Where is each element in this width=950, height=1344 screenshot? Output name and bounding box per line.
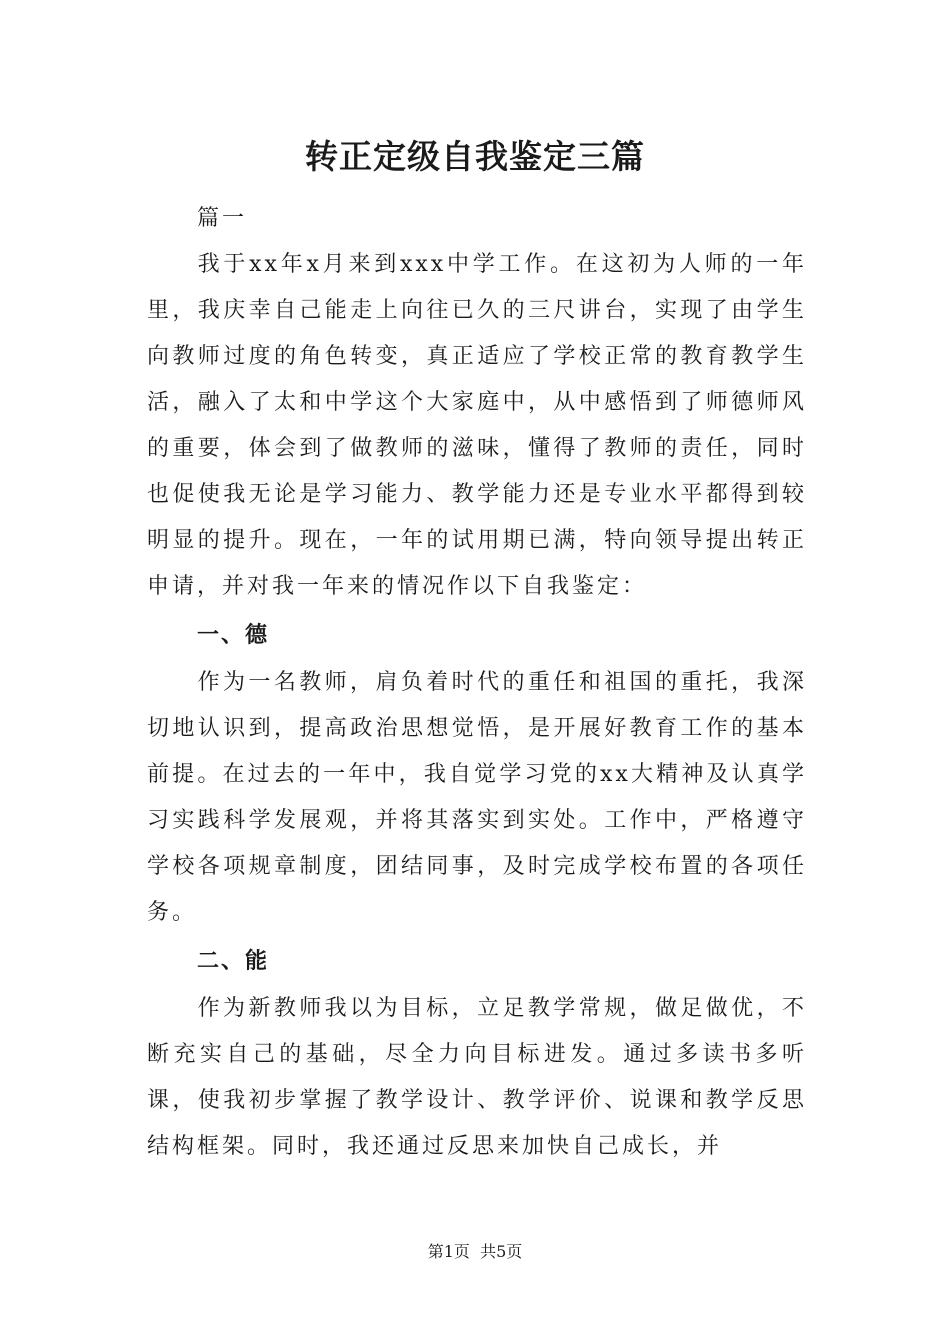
virtue-paragraph: 作为一名教师，肩负着时代的重任和祖国的重托，我深切地认识到，提高政治思想觉悟，是开展好教育工作的基本前提。在过去的一年中，我自觉学习党的xx大精神及认真学习实践科学发展观，并将其落实到实处。工作中，严格遵守学校各项规章制度，团结同事，及时完成学校布置的各项任务。 bbox=[147, 670, 807, 925]
page-footer: 第1页 共5页 bbox=[427, 1242, 523, 1261]
intro-paragraph: 我于xx年x月来到xxx中学工作。在这初为人师的一年里，我庆幸自己能走上向往已久的三尺讲台，实现了由学生向教师过度的角色转变，真正适应了学校正常的教育教学生活，融入了太和中学这个大家庭中，从中感悟到了师德师风的重要，体会到了做教师的滋味，懂得了教师的责任，同时也促使我无论是学习能力、教学能力还是专业水平都得到较明显的提升。现在，一年的试用期已满，特向领导提出转正申请，并对我一年来的情况作以下自我鉴定： bbox=[147, 252, 807, 599]
section-label: 篇一 bbox=[197, 206, 248, 231]
document-body bbox=[147, 196, 807, 1170]
heading-ability: 二、能 bbox=[197, 948, 270, 974]
ability-paragraph: 作为新教师我以为目标，立足教学常规，做足做优，不断充实自己的基础，尽全力向目标进发。通过多读书多听课，使我初步掌握了教学设计、教学评价、说课和教学反思结构框架。同时，我还通过反思来加快自己成长，并 bbox=[147, 996, 807, 1159]
document-title: 转正定级自我鉴定三篇 bbox=[305, 137, 645, 176]
heading-virtue: 一、德 bbox=[197, 622, 270, 648]
